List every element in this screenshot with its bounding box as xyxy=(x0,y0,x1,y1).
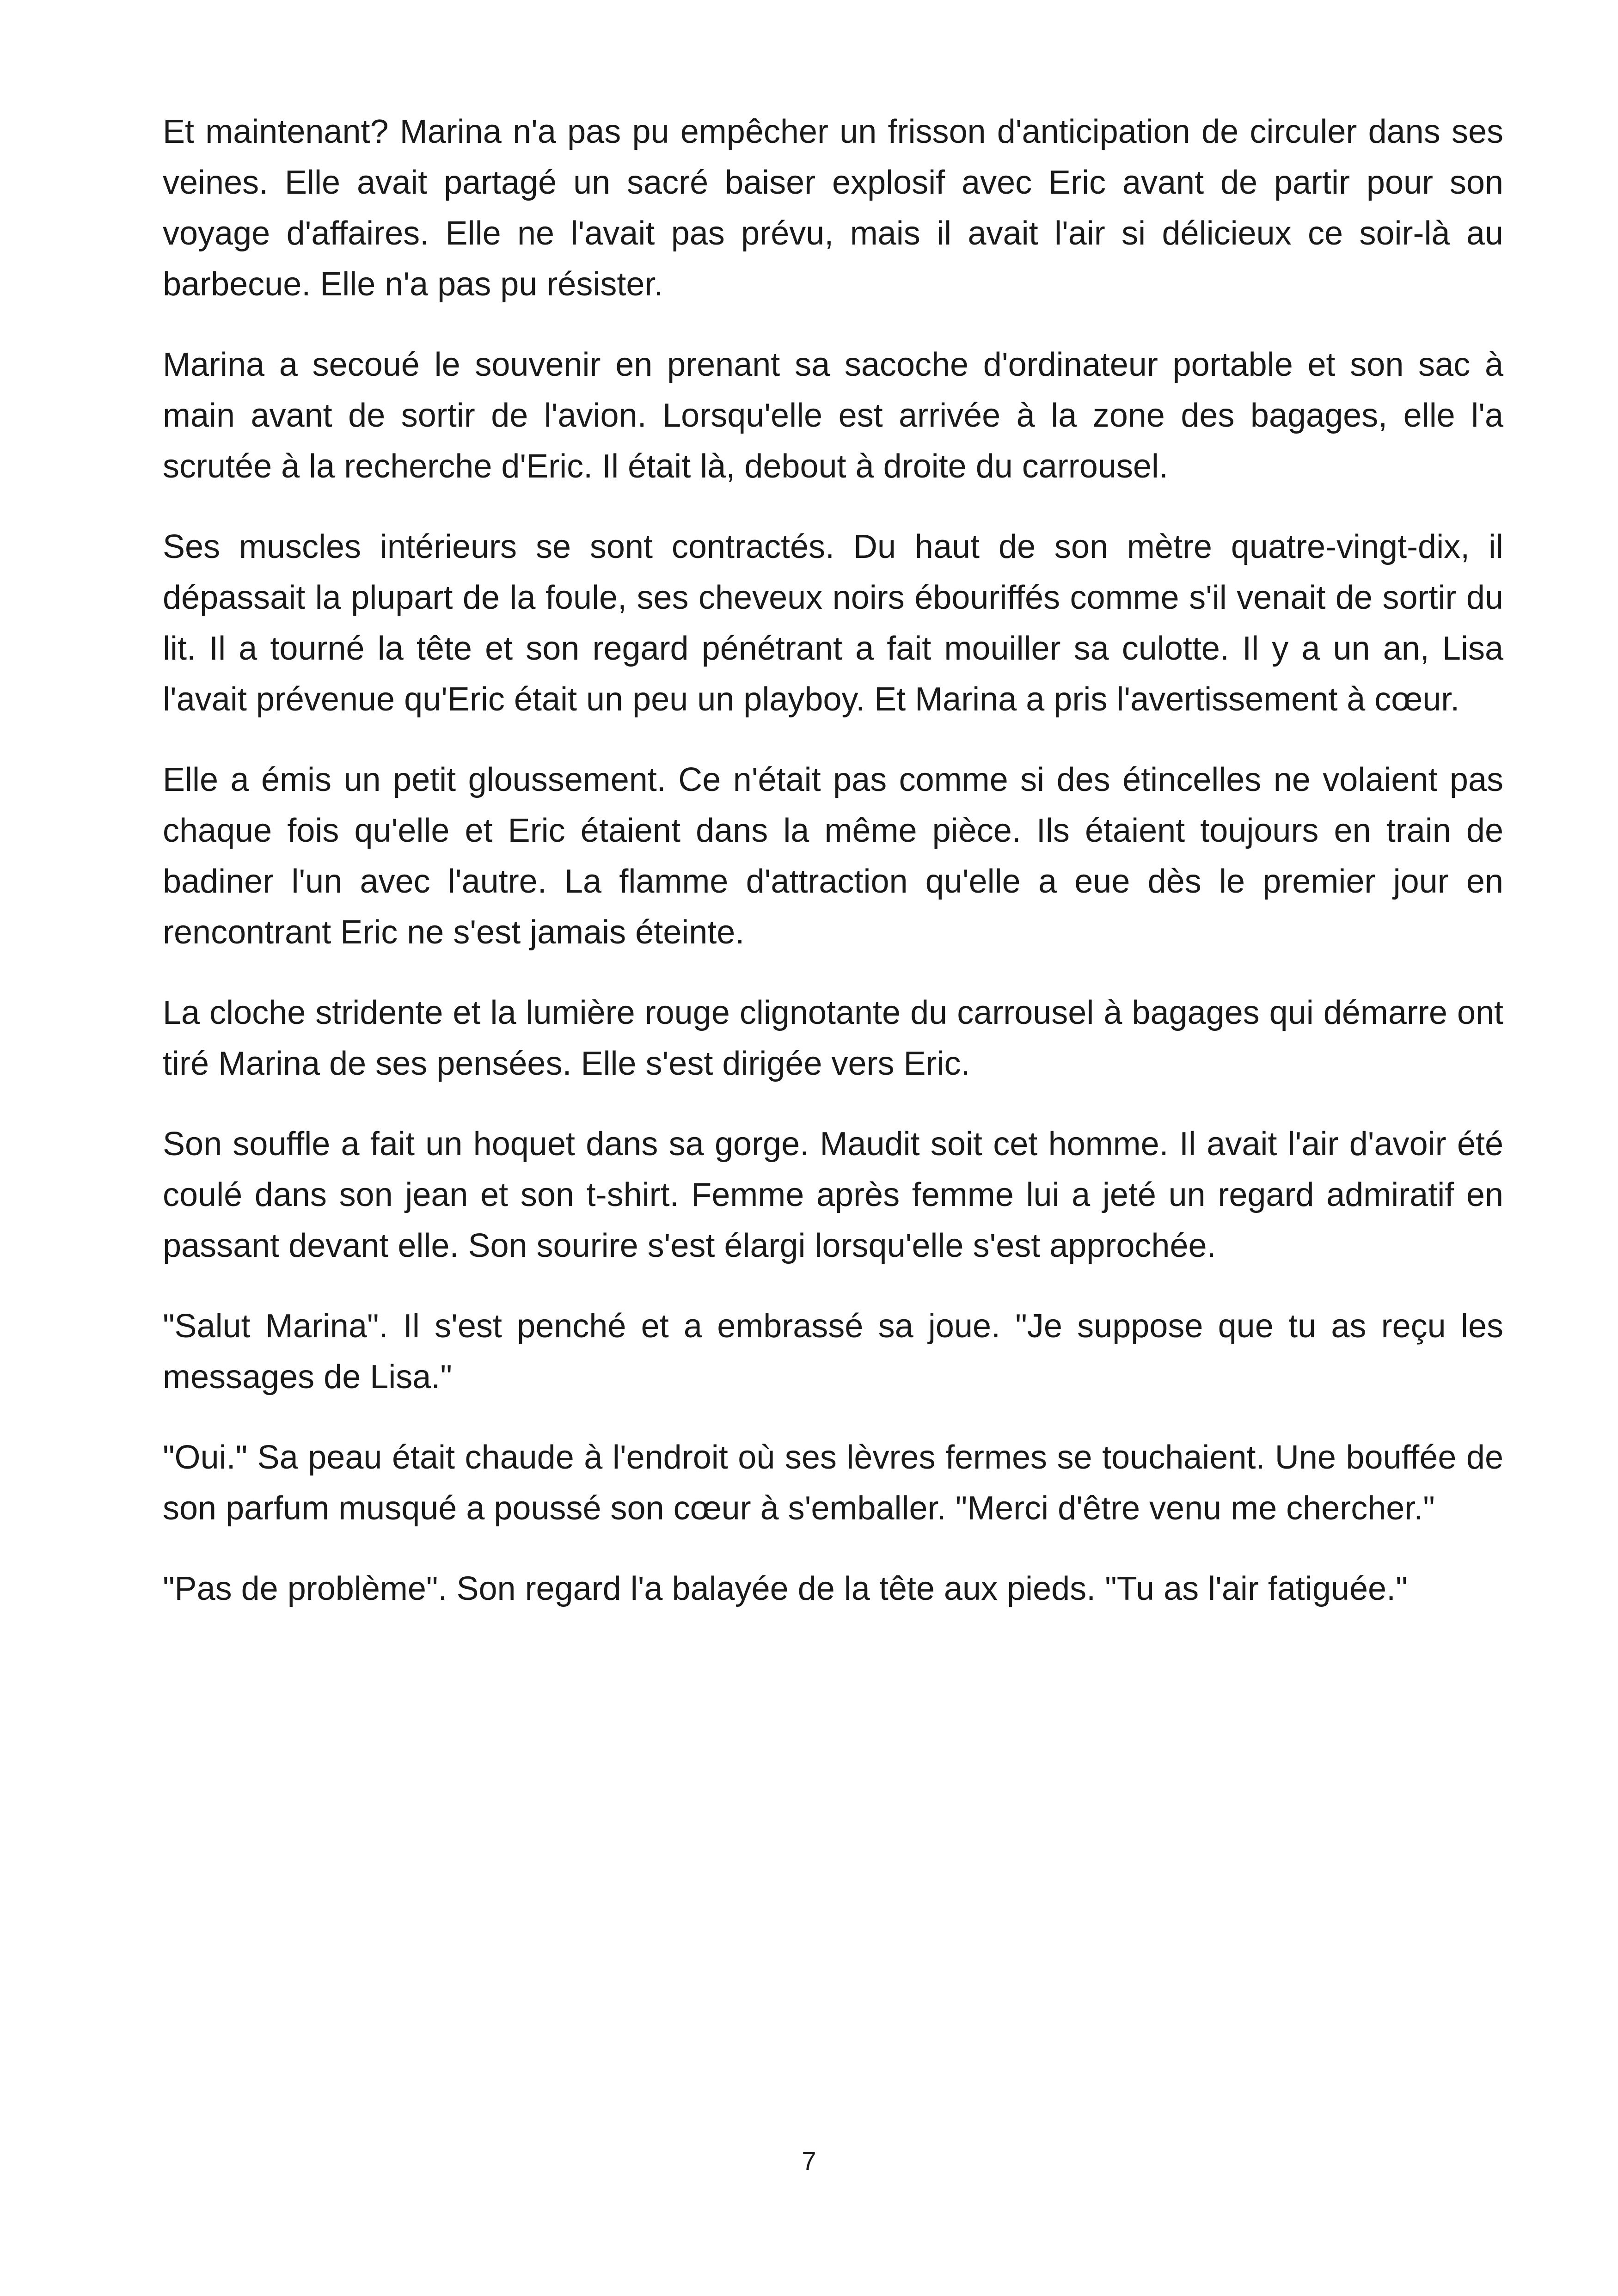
paragraph: Et maintenant? Marina n'a pas pu empêcher un frisson d'anticipation de circuler dans ses veines. Elle avait partagé un sacré baiser explosif avec Eric avant de partir pour son voyage d'affaires. Elle ne l'avait pas prévu, mais il avait l'air si délicieux ce soir-là au barbecue. Elle n'a pas pu résister. xyxy=(163,113,1503,303)
paragraph: "Salut Marina". Il s'est penché et a embrassé sa joue. "Je suppose que tu as reçu les messages de Lisa." xyxy=(163,1308,1503,1396)
paragraph: La cloche stridente et la lumière rouge clignotante du carrousel à bagages qui démarre ont tiré Marina de ses pensées. Elle s'est dirigée vers Eric. xyxy=(163,994,1503,1082)
paragraph: "Oui." Sa peau était chaude à l'endroit où ses lèvres fermes se touchaient. Une bouffée de son parfum musqué a poussé son cœur à s'emballer. "Merci d'être venu me chercher." xyxy=(163,1439,1503,1527)
paragraph: Ses muscles intérieurs se sont contractés. Du haut de son mètre quatre-vingt-dix, il dépassait la plupart de la foule, ses cheveux noirs ébouriffés comme s'il venait de sortir du lit. Il a tourné la tête et son regard pénétrant a fait mouiller sa culotte. Il y a un an, Lisa l'avait prévenue qu'Eric était un peu un playboy. Et Marina a pris l'avertissement à cœur. xyxy=(163,528,1503,718)
text-body xyxy=(163,106,1503,1644)
paragraph: "Pas de problème". Son regard l'a balayée de la tête aux pieds. "Tu as l'air fatiguée." xyxy=(163,1570,1408,1607)
paragraph: Elle a émis un petit gloussement. Ce n'était pas comme si des étincelles ne volaient pas chaque fois qu'elle et Eric étaient dans la même pièce. Ils étaient toujours en train de badiner l'un avec l'autre. La flamme d'attraction qu'elle a eue dès le premier jour en rencontrant Eric ne s'est jamais éteinte. xyxy=(163,761,1503,951)
page-number: 7 xyxy=(802,2146,816,2175)
paragraph: Son souffle a fait un hoquet dans sa gorge. Maudit soit cet homme. Il avait l'air d'avoir été coulé dans son jean et son t-shirt. Femme après femme lui a jeté un regard admiratif en passant devant elle. Son sourire s'est élargi lorsqu'elle s'est approchée. xyxy=(163,1126,1503,1264)
paragraph: Marina a secoué le souvenir en prenant sa sacoche d'ordinateur portable et son sac à main avant de sortir de l'avion. Lorsqu'elle est arrivée à la zone des bagages, elle l'a scrutée à la recherche d'Eric. Il était là, debout à droite du carrousel. xyxy=(163,346,1503,485)
